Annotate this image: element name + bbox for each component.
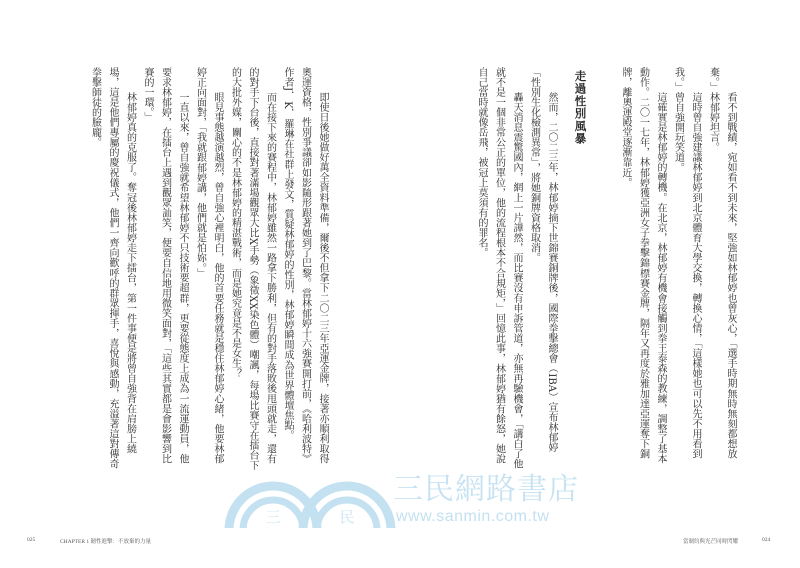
paragraph: 看不到戰績，宛如看不到未來，堅強如林郁婷也曾灰心，「選手時期無時無刻都想放棄。」林郁婷坦言。 xyxy=(707,67,736,459)
paragraph: 這時曾自強建議林郁婷到北京體育大學交換，轉換心情，「這樣她也可以先不用看到我。」曾自強開玩笑道。 xyxy=(672,67,701,459)
paragraph: 而在接下來的賽程中，林郁婷雖然一路拿下勝利，但有的對手落敗後甩頭就走，還有的對手下台後，直接對著滿場觀眾大比X手勢（象徵XX染色體）嘲諷，每場比賽守在擂台下的大批外媒，關心的不是林郁婷的精湛戰術，而是她究竟是不是女生？ xyxy=(229,67,276,471)
paragraph: 眼見事態越演越烈，曾自強心裡明白，他的首要任務就是穩住林郁婷心緒，他要林郁婷正向面對，「我就跟郁婷講，他們就是怕妳。」 xyxy=(194,67,223,464)
paragraph: 然而，二〇二三年，林郁婷摘下世錦賽銅牌後，國際拳擊總會（IBA）宣布林郁婷「性別生化檢測異常」，將她銅牌資格取消。 xyxy=(528,67,557,453)
paragraph: 林郁婷真的克服了。奪冠後林郁婷走下擂台，第一件事便是將曾自強背在肩膀上繞場，這是他們專屬的慶祝儀式，他們一齊向歡呼的群眾揮手，喜悅與感動，充溢著這對傳奇拳擊師徒的臉龐。 xyxy=(89,67,136,469)
right-page-number: 024 xyxy=(762,537,771,543)
paragraph: 一直以來，曾自強就希望林郁婷不只技術要超群，更要從態度上成為一流運動員，他要求林郁婷，在擂台上遇到觀眾訕笑，便要自信地用微笑面對，「這些其實都是會影響到比賽的一環。」 xyxy=(142,67,188,464)
logo-char: 三 xyxy=(265,508,281,526)
left-page-body xyxy=(86,67,331,471)
paragraph: 這確實是林郁婷的轉機。在北京，林郁婷有機會接觸到拳王泰森的教練，調整了基本動作。二〇一七年，林郁婷獲亞洲女子拳擊錦標賽金牌，隔年又再度於雅加達亞運奪下銅牌，離奧運殿堂逐漸靠近。 xyxy=(620,67,666,464)
watermark-url: www.sanmin.com.tw xyxy=(396,508,550,525)
paragraph: 轟天消息震驚國內，網上一片譁然，而比賽沒有申訴管道，亦無再驗機會，「講白了他就不是一個非常公正的單位，他的流程根本不合規矩，」回憶此事，林郁婷猶有餘怒，她說自己當時就像岳飛，被冠上莫須有的罪名。 xyxy=(476,67,522,469)
section-heading: 走過性別風暴 xyxy=(573,70,588,145)
watermark-name: 三民網路書店 xyxy=(393,472,579,507)
right-running-head: 當制約與光芒同時閃耀 xyxy=(683,539,739,545)
logo-char: 民 xyxy=(339,508,355,526)
paragraph: 即使日後她做好萬全資料準備，爾後不但拿下二〇二三年亞運金牌，接著亦順利取得奧運資格，性別爭議卻如影隨形跟著她到了巴黎。當林郁婷十六強賽開打前，《哈利波特》作者J．K．羅琳在社群上發文，質疑林郁婷的性別，林郁婷瞬間成為世界體壇焦點。 xyxy=(282,67,328,464)
right-page-body xyxy=(473,67,740,471)
left-page-number: 025 xyxy=(27,537,36,543)
left-running-head: CHAPTER 1 韌性進擊：不放棄的力量 xyxy=(60,539,152,545)
